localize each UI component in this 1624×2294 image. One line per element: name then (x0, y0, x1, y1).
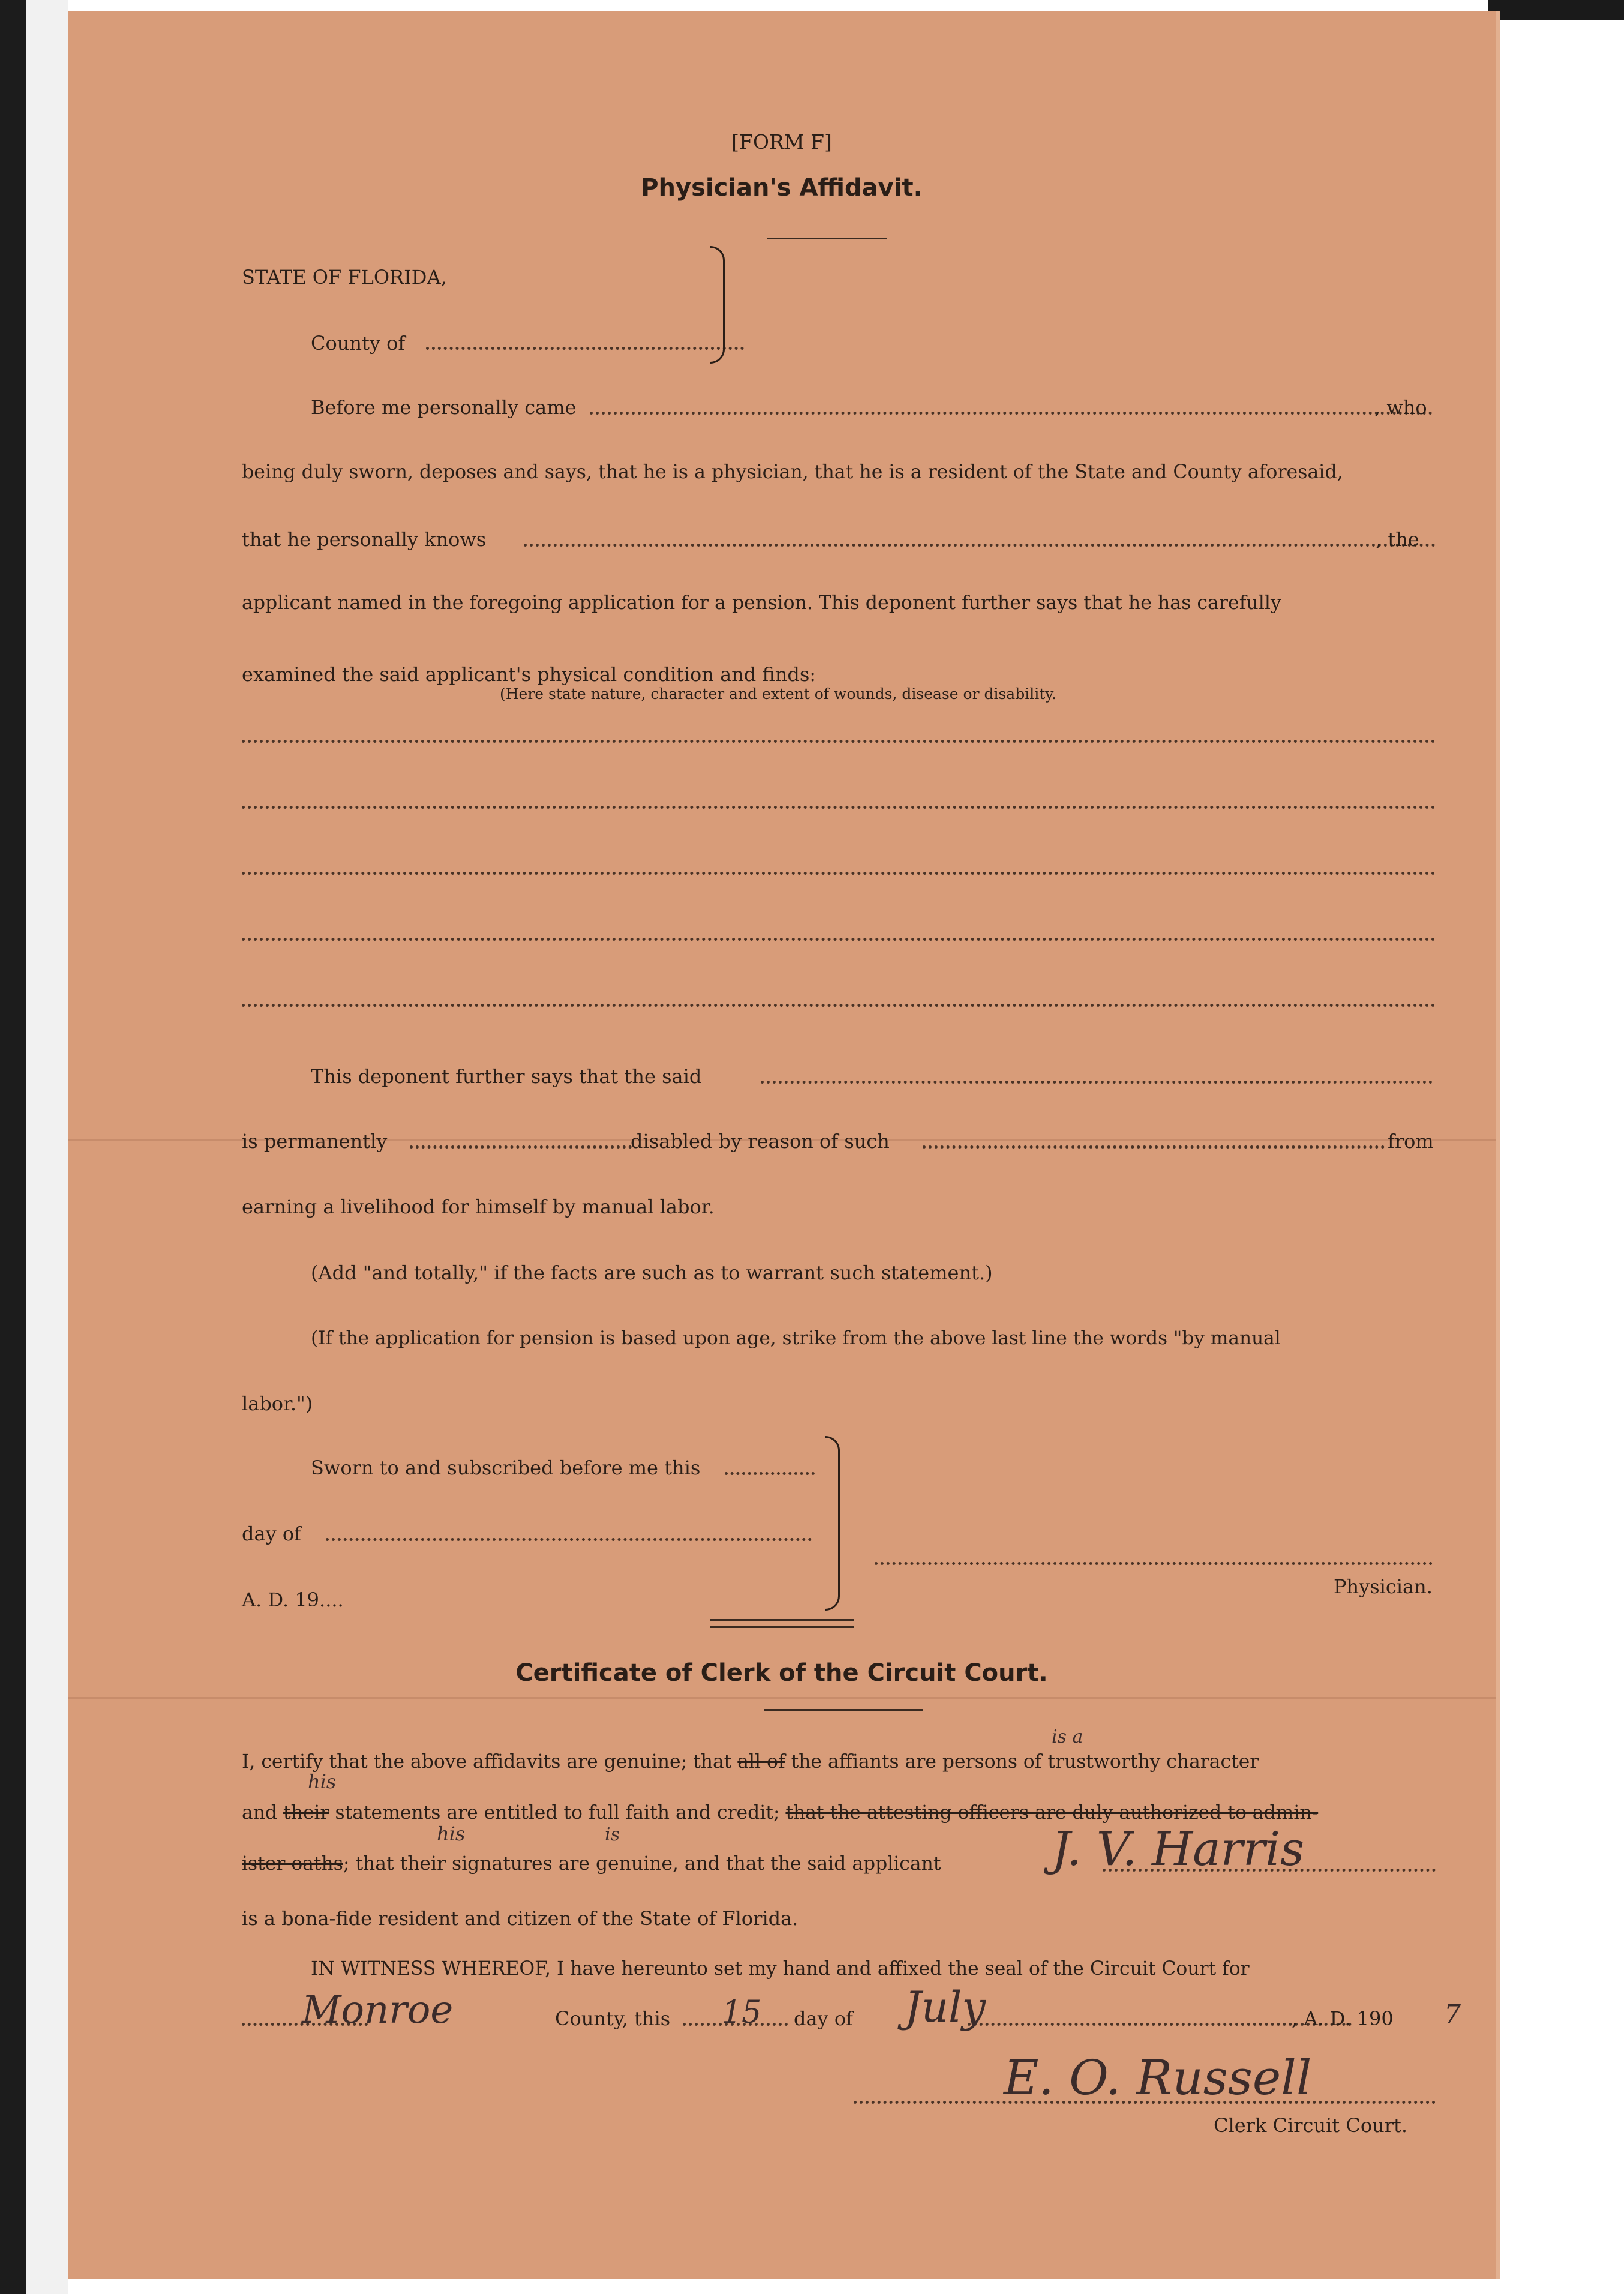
degree-blank (410, 1145, 632, 1149)
section-rule (710, 1619, 854, 1621)
handwritten-month: July (905, 1983, 986, 2032)
from-label: from (1388, 1130, 1434, 1153)
handwritten-day: 15 (722, 1995, 762, 2031)
form-sheet (68, 11, 1496, 2279)
jurat-brace (825, 1436, 840, 1611)
sworn-label: Sworn to and subscribed before me this (311, 1456, 701, 1479)
handwritten-his: his (437, 1822, 466, 1845)
county-blank (426, 347, 744, 350)
handwritten-is: is (605, 1824, 620, 1845)
findings-line (242, 1004, 1436, 1007)
handwritten-county: Monroe (302, 1988, 454, 2032)
jurat-month-blank (326, 1538, 812, 1541)
findings-line (242, 872, 1436, 875)
findings-line (242, 806, 1436, 809)
handwritten-his: his (308, 1770, 337, 1793)
county-label: County of (311, 332, 406, 355)
handwritten-year-digit: 7 (1444, 1999, 1461, 2030)
findings-line (242, 938, 1436, 941)
scan-margin-left (26, 0, 68, 2294)
sworn-day-blank (725, 1472, 815, 1475)
note-age-end: labor.") (242, 1392, 313, 1415)
cert-line2 (242, 1804, 1318, 1822)
cert-line3 (242, 1855, 941, 1873)
cert-line1 (242, 1753, 1259, 1771)
title-rule (767, 238, 887, 239)
cert-line1-struck: all of (737, 1751, 785, 1773)
handwritten-applicant-name: J. V. Harris (1052, 1822, 1305, 1876)
state-label: STATE OF FLORIDA, (242, 266, 447, 289)
cert-line2-struck: their (283, 1802, 329, 1824)
scan-border-top (1488, 0, 1624, 20)
cert-line3-b: ; that their signatures are genuine, and that the said applicant (343, 1853, 941, 1875)
cert-line1-a: I, certify that the above affidavits are genuine; that (242, 1751, 732, 1773)
findings-instruction: (Here state nature, character and extent of wounds, disease or disability. (500, 685, 1056, 703)
note-age: (If the application for pension is based upon age, strike from the above last line the words "by manual (311, 1327, 1281, 1349)
form-label: [FORM F] (731, 130, 832, 154)
disabled-label: disabled by reason of such (631, 1130, 890, 1153)
clerk-label: Clerk Circuit Court. (1214, 2114, 1408, 2137)
affidavit-line2: being duly sworn, deposes and says, that he is a physician, that he is a resident of the State and County aforesaid, (242, 461, 1343, 483)
cert-line2-a: and (242, 1802, 278, 1824)
cert-line3-struck: ister oaths (242, 1853, 343, 1875)
affiant-name-blank (590, 412, 1433, 415)
cert-line1-b: the affiants are persons of trustworthy character (791, 1751, 1259, 1773)
venue-brace (710, 246, 725, 364)
affidavit-line5: examined the said applicant's physical condition and finds: (242, 663, 816, 686)
cause-blank (923, 1145, 1385, 1149)
cert-line2-b: statements are entitled to full faith and credit; (335, 1802, 780, 1824)
cert-day-of: day of (794, 2007, 853, 2030)
certificate-title: Certificate of Clerk of the Circuit Court. (515, 1659, 1048, 1687)
applicant-known-blank (524, 544, 1436, 547)
paper-fold (68, 1697, 1496, 1699)
cert-year: , A. D. 190 (1292, 2007, 1394, 2030)
affidavit-line1-start: Before me personally came (311, 396, 577, 419)
cert-line2-struck2: that the attesting officers are duly authorized to admin- (785, 1802, 1319, 1824)
witness-line: IN WITNESS WHEREOF, I have hereunto set my hand and affixed the seal of the Circuit Court for (311, 1958, 1250, 1980)
jurat-year: A. D. 19.... (242, 1588, 344, 1611)
permanently-label: is permanently (242, 1130, 388, 1153)
handwritten-is-a: is a (1052, 1726, 1083, 1747)
certificate-rule (764, 1709, 923, 1711)
cert-line4: is a bona-fide resident and citizen of the State of Florida. (242, 1907, 799, 1930)
findings-line (242, 740, 1436, 743)
said-blank (761, 1081, 1433, 1084)
affidavit-line1-end: , who (1374, 396, 1427, 419)
section-rule (710, 1626, 854, 1628)
scan-border-left (0, 0, 26, 2294)
county-this: County, this (555, 2007, 671, 2030)
clerk-signature: E. O. Russell (1004, 2050, 1312, 2106)
further-says: This deponent further says that the said (311, 1065, 702, 1088)
affidavit-line4: applicant named in the foregoing application for a pension. This deponent further says that he has carefully (242, 592, 1281, 614)
note-totally: (Add "and totally," if the facts are such as to warrant such statement.) (311, 1261, 993, 1284)
physician-label: Physician. (1334, 1575, 1433, 1598)
affidavit-line3-end: , the (1376, 528, 1419, 551)
livelihood-line: earning a livelihood for himself by manual labor. (242, 1195, 715, 1218)
physician-signature-line (875, 1562, 1433, 1565)
jurat-day-of: day of (242, 1522, 301, 1545)
form-title: Physician's Affidavit. (641, 174, 923, 202)
affidavit-line3-start: that he personally knows (242, 528, 487, 551)
